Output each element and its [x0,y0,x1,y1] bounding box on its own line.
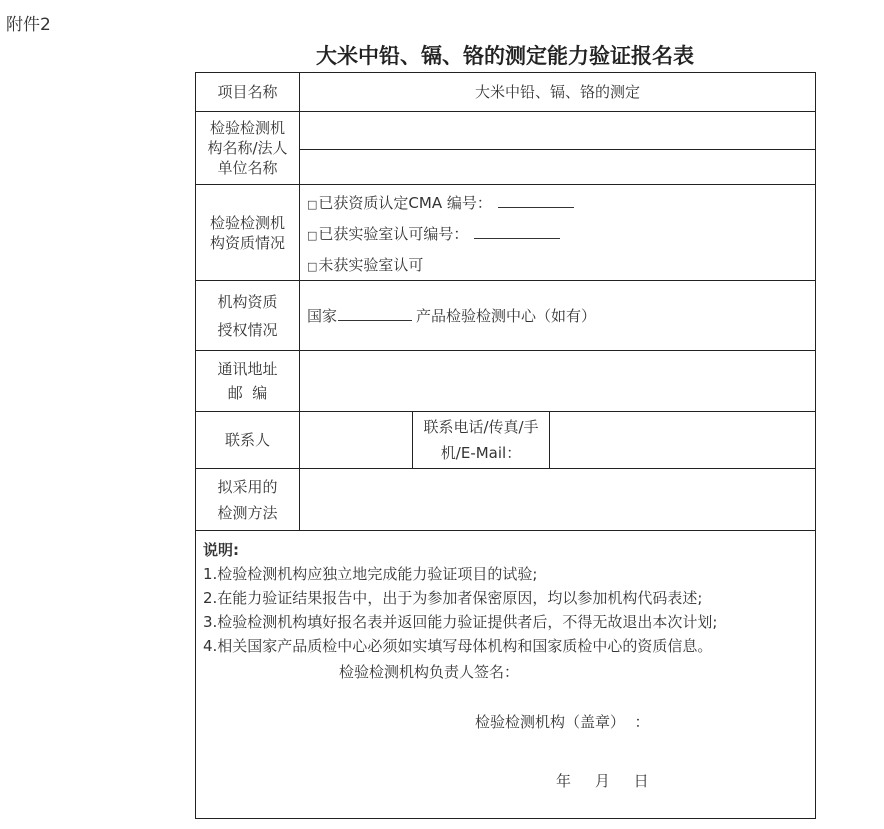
authorization-label: 机构资质 授权情况 [217,292,278,339]
method-label: 拟采用的 检测方法 [217,477,278,522]
table-border [815,72,816,819]
seal-line: 检验检测机构（盖章） ： [475,713,650,731]
checkbox-icon[interactable]: □ [307,229,318,242]
address-field[interactable] [300,351,815,411]
institution-name-field[interactable] [300,112,815,149]
qualification-label: 检验检测机 构资质情况 [209,213,285,252]
phone-email-label: 联系电话/传真/手 机/E-Mail： [423,418,539,462]
note-item: 2.在能力验证结果报告中，出于为参加者保密原因，均以参加机构代码表述; [203,589,703,607]
notes-heading: 说明: [203,541,239,559]
contact-label: 联系人 [224,431,270,449]
note-item: 3.检验检测机构填好报名表并返回能力验证提供者后，不得无故退出本次计划; [203,613,718,631]
page-title: 大米中铅、镉、铬的测定能力验证报名表 [316,44,694,68]
address-label: 通讯地址 邮 编 [217,360,278,402]
contact-person-field[interactable] [300,412,412,468]
signature-line: 检验检测机构负责人签名： [339,663,520,681]
accreditation-number-blank[interactable] [474,224,560,239]
qualification-option-cma[interactable]: □已获资质认定CMA 编号： [307,192,574,213]
checkbox-icon[interactable]: □ [307,260,318,273]
table-border [195,530,816,531]
note-item: 1.检验检测机构应独立地完成能力验证项目的试验; [203,565,538,583]
institution-name-label: 检验检测机 构名称/法人 单位名称 [207,119,288,177]
authorization-blank[interactable] [338,306,412,321]
qualification-option-accredited[interactable]: □已获实验室认可编号： [307,223,560,244]
legal-entity-field[interactable] [300,150,815,184]
cma-number-blank[interactable] [498,193,574,208]
qualification-option-none[interactable]: □未获实验室认可 [307,256,424,274]
table-border [195,818,816,819]
authorization-value: 国家 产品检验检测中心（如有） [307,307,597,325]
project-name-value: 大米中铅、镉、铬的测定 [474,83,640,101]
checkbox-icon[interactable]: □ [307,198,318,211]
phone-email-field[interactable] [550,412,815,468]
note-item: 4.相关国家产品质检中心必须如实填写母体机构和国家质检中心的资质信息。 [203,637,713,655]
attachment-label: 附件2 [6,15,51,35]
method-field[interactable] [300,469,815,530]
project-name-label: 项目名称 [217,83,278,101]
date-line: 年 月 日 [556,772,649,790]
